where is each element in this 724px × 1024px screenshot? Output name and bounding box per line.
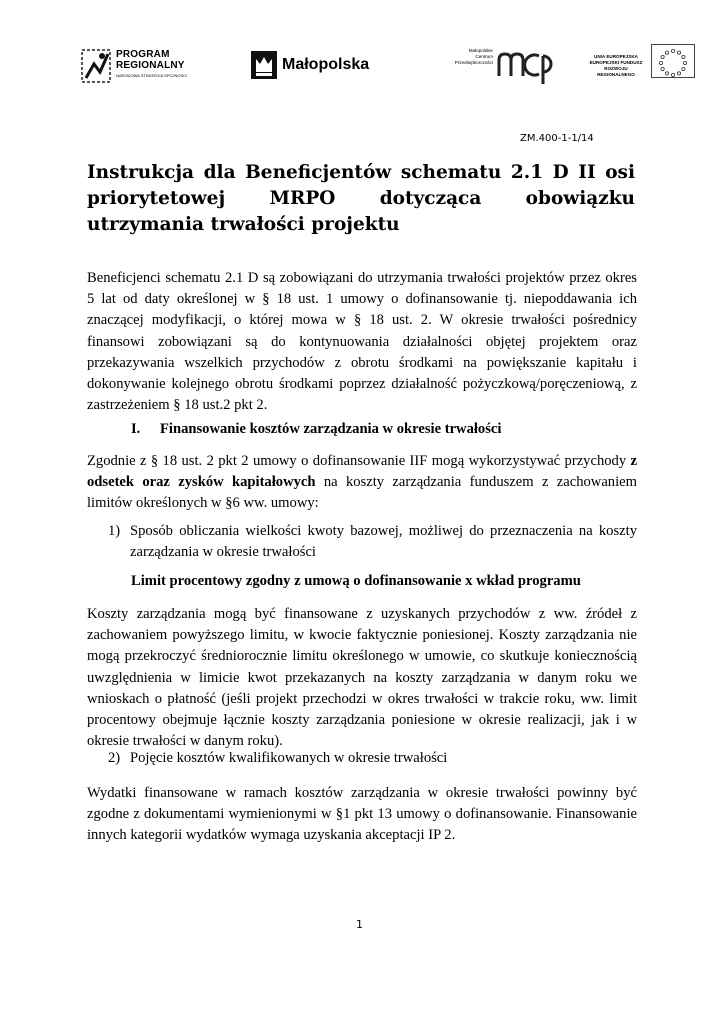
financing-paragraph-start: Zgodnie z § 18 ust. 2 pkt 2 umowy o dofinansowanie IIF mogą wykorzystywać przychody [87, 453, 631, 469]
section-number: I. [131, 421, 141, 437]
section-heading [131, 421, 501, 438]
malopolska-crown-icon [250, 50, 278, 80]
mcp-monogram-icon [495, 46, 557, 86]
program-logo-line1: PROGRAM [116, 49, 170, 60]
mcp-logo [435, 46, 565, 88]
page-number: 1 [356, 918, 363, 931]
mcp-logo-line1: Małopolskie [468, 48, 493, 53]
eligible-costs-paragraph: Wydatki finansowane w ramach kosztów zarządzania w okresie trwałości powinny być zgodne z dokumentami wymienionymi w §1 pkt 13 umowy o dofinansowanie. Finansowanie innych kategorii wydatków wymaga uzyskania akceptacji IP 2. [87, 785, 637, 844]
list-item-number: 1) [108, 523, 121, 539]
list-item-text: Sposób obliczania wielkości kwoty bazowej, możliwej do przeznaczenia na koszty zarządzania w okresie trwałości [130, 523, 637, 561]
limit-paragraph: Koszty zarządzania mogą być finansowane z uzyskanych przychodów z ww. źródeł z zachowaniem powyższego limitu, w kwocie faktycznie poniesionej. Koszty zarządzania nie mogą przekroczyć średniorocznie limitu określonego w umowie, co skutkuje koniecznością uwzględnienia w limicie kwot przekazanych na koszty zarządzania w danym roku we wnioskach o płatność (jeśli projekt przechodzi w okres trwałości w trakcie roku, ww. limit procentowy obejmuje łącznie koszty zarządzania poniesione w okresie realizacji, jak i w okresie trwałości w danym roku). [87, 606, 637, 750]
eu-logo-line2: EUROPEJSKI FUNDUSZ [589, 60, 643, 65]
malopolska-logo-text: Małopolska [282, 56, 370, 73]
logo-strip [80, 38, 660, 94]
eu-logo-text [585, 54, 647, 78]
program-regionalny-emblem-icon [80, 46, 114, 86]
document-number: ZM.400-1-1/14 [520, 133, 594, 144]
malopolska-logo [250, 50, 390, 84]
eu-logo-line1: UNIA EUROPEJSKA [594, 54, 638, 59]
eu-flag-icon [651, 44, 695, 78]
document-title: Instrukcja dla Beneficjentów schematu 2.1 D II osi priorytetowej MRPO dotycząca obowiązku utrzymania trwałości projektu [87, 162, 635, 235]
list-item [108, 521, 637, 563]
mcp-logo-line2: Centrum [475, 54, 493, 59]
financing-paragraph-end: na koszty zarządzania funduszem z zachowaniem limitów określonych w §6 ww. umowy: [87, 474, 637, 512]
section-heading-text: Finansowanie kosztów zarządzania w okresie trwałości [160, 421, 502, 437]
eu-logo [585, 44, 665, 92]
eu-logo-line3: ROZWOJU REGIONALNEGO [597, 66, 635, 77]
program-logo-line2: REGIONALNY [116, 60, 185, 71]
list-item-text: Pojęcie kosztów kwalifikowanych w okresie trwałości [130, 750, 448, 766]
financing-paragraph [87, 451, 637, 515]
mcp-logo-line3: Przedsiębiorczości [454, 60, 493, 65]
intro-paragraph: Beneficjenci schematu 2.1 D są zobowiązani do utrzymania trwałości projektów przez okres 5 lat od daty określonej w § 18 ust. 1 umowy o dofinansowanie tj. niepoddawania ich znaczącej modyfikacji, o której mowa w § 18 ust. 2. W okresie trwałości pośrednicy finansowi zobowiązani są do kontynuowania działalności objętej projektem oraz przekazywania wszelkich przychodów z obrotu środkami na powiększanie kapitału i dokonywanie kolejnego obrotu środkami poprzez działalność pożyczkową/poręczeniową, z zastrzeżeniem § 18 ust.2 pkt 2. [87, 270, 637, 414]
mcp-logo-text [435, 48, 493, 66]
program-regionalny-logo [80, 46, 210, 88]
list-item [108, 750, 447, 767]
financing-paragraph-bold: z odsetek oraz zysków kapitałowych [87, 453, 637, 491]
list-item-number: 2) [108, 750, 121, 766]
limit-heading: Limit procentowy zgodny z umową o dofinansowanie x wkład programu [131, 573, 581, 589]
program-logo-line3: NARODOWA STRATEGIA SPÓJNOŚCI [116, 73, 188, 78]
